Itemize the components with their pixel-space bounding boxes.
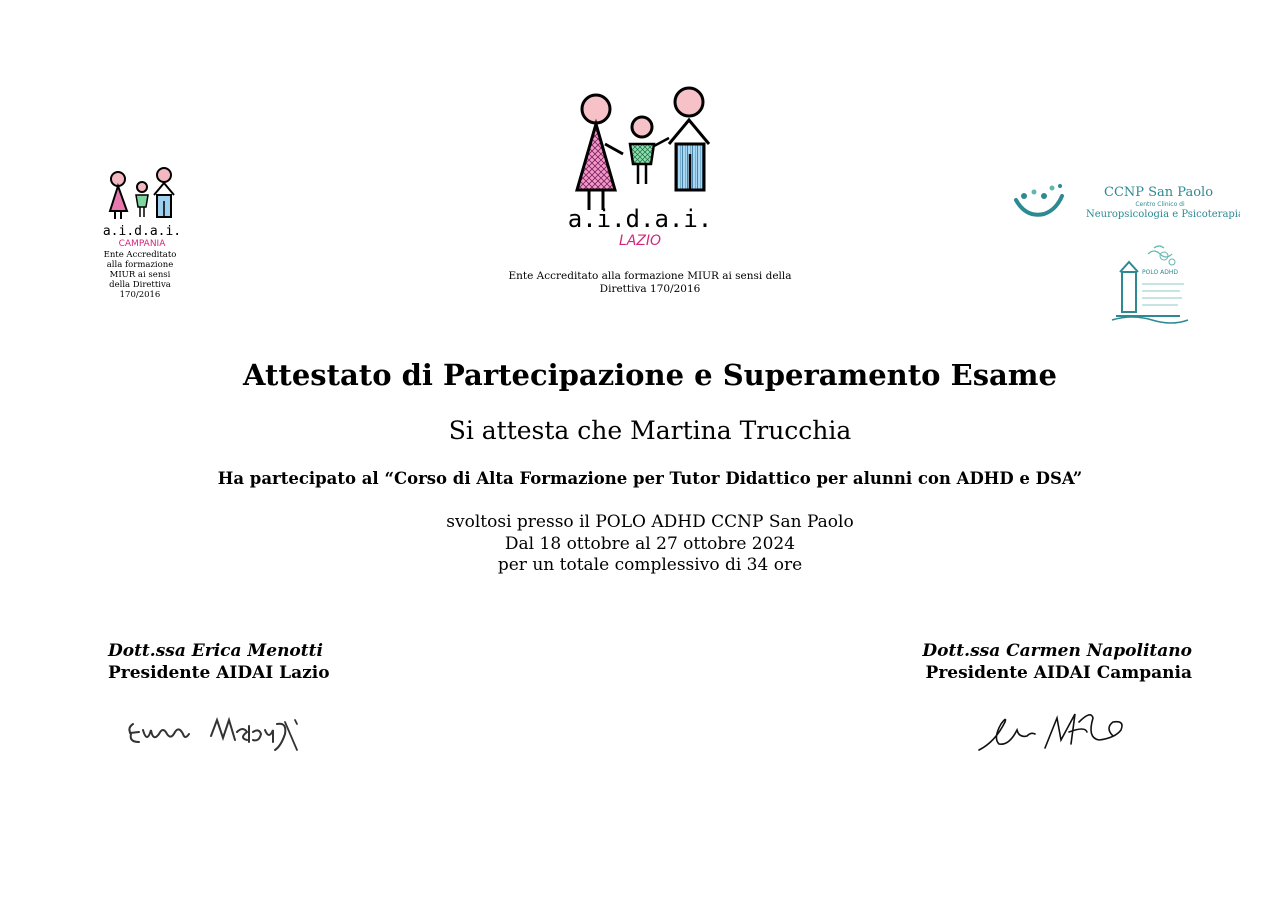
svg-text:a.i.d.a.i.: a.i.d.a.i. bbox=[102, 224, 182, 239]
signatory-right bbox=[880, 640, 1192, 684]
signatory-left-name: Dott.ssa Erica Menotti bbox=[108, 641, 323, 661]
aidai-lazio-logo bbox=[565, 82, 715, 252]
svg-text:Centro Clinico di: Centro Clinico di bbox=[1135, 201, 1185, 208]
svg-text:CCNP San Paolo: CCNP San Paolo bbox=[1104, 185, 1214, 200]
signatory-left bbox=[108, 640, 408, 684]
details-hours: per un totale complessivo di 34 ore bbox=[497, 555, 803, 575]
accreditation-left: Ente Accreditato alla formazione MIUR ai sensi della Direttiva 170/2016 bbox=[103, 250, 177, 300]
polo-adhd-logo bbox=[1108, 244, 1192, 324]
svg-text:LAZIO: LAZIO bbox=[618, 233, 662, 249]
aidai-campania-logo bbox=[102, 165, 182, 249]
svg-text:a.i.d.a.i.: a.i.d.a.i. bbox=[567, 205, 713, 233]
details-dates: Dal 18 ottobre al 27 ottobre 2024 bbox=[504, 533, 796, 554]
signatory-right-role: Presidente AIDAI Campania bbox=[925, 663, 1192, 683]
signatory-right-name: Dott.ssa Carmen Napolitano bbox=[922, 641, 1192, 661]
svg-text:POLO ADHD: POLO ADHD bbox=[1142, 269, 1178, 276]
accreditation-center-line2: Direttiva 170/2016 bbox=[599, 283, 701, 295]
accreditation-center-line1: Ente Accreditato alla formazione MIUR ai sensi della bbox=[508, 270, 792, 282]
ccnp-san-paolo-logo bbox=[1010, 178, 1240, 224]
attest-line: Si attesta che Martina Trucchia bbox=[448, 416, 852, 445]
svg-text:Neuropsicologia e Psicoterapia: Neuropsicologia e Psicoterapia bbox=[1086, 209, 1240, 220]
signature-right-image bbox=[975, 708, 1135, 754]
certificate-title: Attestato di Partecipazione e Superamento Esame bbox=[243, 358, 1057, 392]
details-location: svoltosi presso il POLO ADHD CCNP San Paolo bbox=[446, 512, 854, 532]
signatory-left-role: Presidente AIDAI Lazio bbox=[108, 663, 330, 683]
course-details bbox=[0, 512, 1280, 577]
signature-left-image bbox=[125, 712, 310, 754]
course-line: Ha partecipato al “Corso di Alta Formazione per Tutor Didattico per alunni con ADHD e DSA” bbox=[217, 469, 1083, 488]
svg-text:CAMPANIA: CAMPANIA bbox=[118, 239, 166, 249]
accreditation-center bbox=[480, 270, 820, 296]
